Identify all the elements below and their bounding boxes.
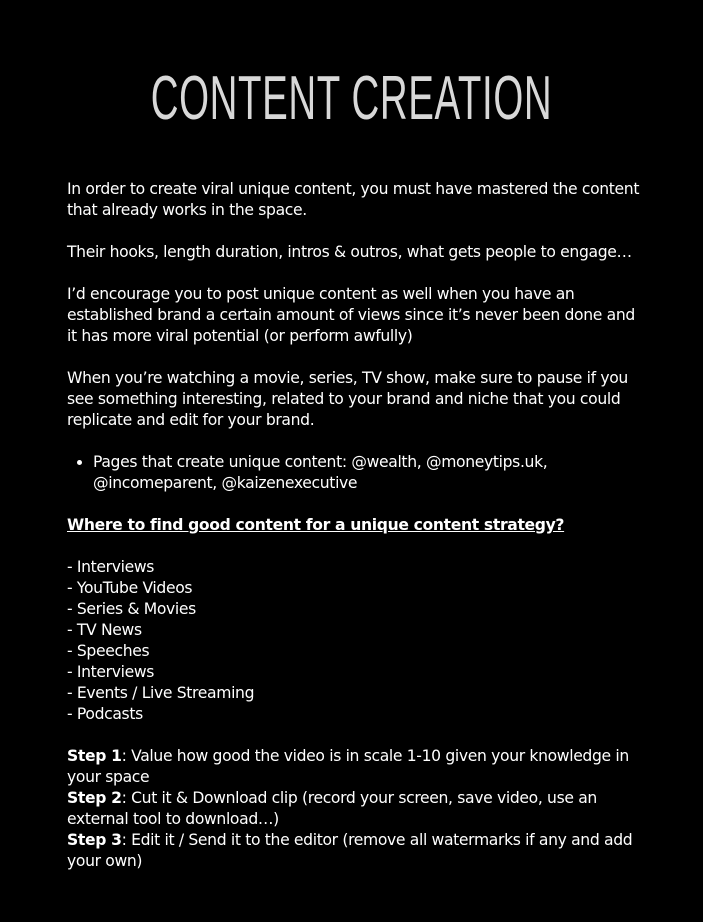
step-text: : Edit it / Send it to the editor (remove all watermarks if any and add your own) [67, 831, 633, 870]
source-item: - Interviews [67, 663, 155, 681]
pages-bullet-item: • Pages that create unique content: @wealth, @moneytips.uk, @incomeparent, @kaizenexecutive [93, 452, 647, 494]
section-heading: Where to find good content for a unique content strategy? [67, 516, 565, 534]
step-label: Step 2 [67, 789, 122, 807]
document-body [67, 179, 647, 872]
paragraph-watching: When you’re watching a movie, series, TV show, make sure to pause if you see something interesting, related to your brand and niche that you could replicate and edit for your brand. [67, 369, 628, 429]
step-text: : Value how good the video is in scale 1-10 given your knowledge in your space [67, 747, 629, 786]
source-item: - YouTube Videos [67, 579, 193, 597]
source-item: - Podcasts [67, 705, 143, 723]
page-title: CONTENT CREATION [150, 64, 553, 133]
source-item: - Speeches [67, 642, 150, 660]
source-item: - TV News [67, 621, 142, 639]
paragraph-hooks: Their hooks, length duration, intros & outros, what gets people to engage… [67, 243, 632, 261]
step-3 [67, 830, 647, 872]
step-2 [67, 788, 647, 830]
step-label: Step 3 [67, 831, 122, 849]
paragraph-intro: In order to create viral unique content, you must have mastered the content that already works in the space. [67, 180, 640, 219]
steps-list [67, 746, 647, 872]
paragraph-unique-content: I’d encourage you to post unique content as well when you have an established brand a certain amount of views since it’s never been done and it has more viral potential (or perform awfully) [67, 285, 635, 345]
step-text: : Cut it & Download clip (record your screen, save video, use an external tool to download…) [67, 789, 597, 828]
source-item: - Series & Movies [67, 600, 196, 618]
sources-list [67, 557, 647, 725]
step-1 [67, 746, 647, 788]
step-label: Step 1 [67, 747, 122, 765]
source-item: - Interviews [67, 558, 155, 576]
source-item: - Events / Live Streaming [67, 684, 255, 702]
pages-list [67, 452, 647, 494]
